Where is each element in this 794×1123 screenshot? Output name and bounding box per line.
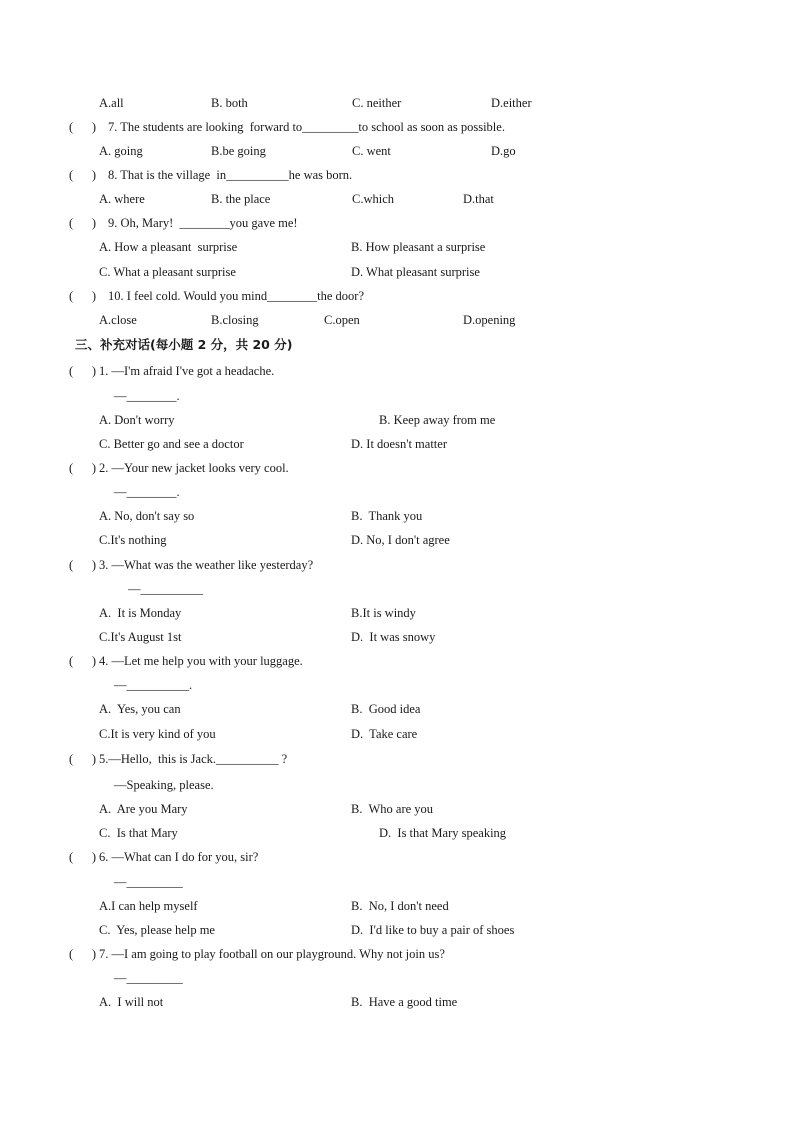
option-c: C.open <box>324 313 360 327</box>
option-c: C. went <box>352 144 391 158</box>
dialogue-blank: —_________ <box>114 875 183 889</box>
dialogue-stem: 5.—Hello, this is Jack.__________ ? <box>99 752 288 766</box>
option-c: C.which <box>352 192 395 206</box>
dialogue-stem: 6. —What can I do for you, sir? <box>99 850 259 864</box>
option-b: B.It is windy <box>351 606 416 620</box>
option-d: D. Is that Mary speaking <box>379 826 507 840</box>
answer-paren[interactable]: ( ) <box>69 289 97 303</box>
section-heading: 三、补充对话(每小题 2 分，共 20 分) <box>75 337 293 352</box>
option-c: C.It's August 1st <box>99 630 182 644</box>
q6-option-b: B. both <box>211 96 248 110</box>
option-d: D.go <box>491 144 516 158</box>
option-a: A. No, don't say so <box>99 509 195 523</box>
option-b: B. No, I don't need <box>351 899 449 913</box>
option-d: D. I'd like to buy a pair of shoes <box>351 923 515 937</box>
option-b: B. Who are you <box>351 802 434 816</box>
answer-paren[interactable]: ( ) <box>69 558 97 572</box>
option-d: D. It was snowy <box>351 630 436 644</box>
dialogue-blank: —________. <box>114 389 180 403</box>
option-b: B.closing <box>211 313 259 327</box>
option-b: B. Have a good time <box>351 995 458 1009</box>
option-b: B. the place <box>211 192 271 206</box>
question-stem: 9. Oh, Mary! ________you gave me! <box>108 216 298 230</box>
option-a: A. It is Monday <box>99 606 182 620</box>
option-d: D. No, I don't agree <box>351 533 450 547</box>
dialogue-stem: 4. —Let me help you with your luggage. <box>99 654 303 668</box>
q6-option-d: D.either <box>491 96 532 110</box>
option-c: C. What a pleasant surprise <box>99 265 236 279</box>
answer-paren[interactable]: ( ) <box>69 461 97 475</box>
option-a: A. Are you Mary <box>99 802 188 816</box>
option-a: A. Yes, you can <box>99 702 181 716</box>
question-stem: 7. The students are looking forward to_________to school as soon as possible. <box>108 120 505 134</box>
option-c: C. Yes, please help me <box>99 923 215 937</box>
answer-paren[interactable]: ( ) <box>69 168 97 182</box>
option-a: A. where <box>99 192 145 206</box>
option-a: A.close <box>99 313 137 327</box>
answer-paren[interactable]: ( ) <box>69 752 97 766</box>
dialogue-blank: —_________ <box>114 971 183 985</box>
option-c: C. Better go and see a doctor <box>99 437 244 451</box>
option-d: D. Take care <box>351 727 418 741</box>
option-c: C. Is that Mary <box>99 826 178 840</box>
option-d: D.opening <box>463 313 516 327</box>
option-a: A. going <box>99 144 143 158</box>
option-a: A. Don't worry <box>99 413 175 427</box>
option-b: B.be going <box>211 144 266 158</box>
answer-paren[interactable]: ( ) <box>69 120 97 134</box>
answer-paren[interactable]: ( ) <box>69 654 97 668</box>
dialogue-stem: 7. —I am going to play football on our playground. Why not join us? <box>99 947 445 961</box>
option-a: A.I can help myself <box>99 899 198 913</box>
option-b: B. How pleasant a surprise <box>351 240 486 254</box>
dialogue-stem: 1. —I'm afraid I've got a headache. <box>99 364 275 378</box>
option-b: B. Thank you <box>351 509 423 523</box>
dialogue-blank: —________. <box>114 485 180 499</box>
dialogue-stem: 3. —What was the weather like yesterday? <box>99 558 314 572</box>
answer-paren[interactable]: ( ) <box>69 947 97 961</box>
q6-option-c: C. neither <box>352 96 402 110</box>
option-d: D. It doesn't matter <box>351 437 447 451</box>
option-a: A. How a pleasant surprise <box>99 240 238 254</box>
dialogue-stem: 2. —Your new jacket looks very cool. <box>99 461 289 475</box>
option-a: A. I will not <box>99 995 164 1009</box>
question-stem: 10. I feel cold. Would you mind________the door? <box>108 289 365 303</box>
answer-paren[interactable]: ( ) <box>69 364 97 378</box>
answer-paren[interactable]: ( ) <box>69 216 97 230</box>
option-b: B. Keep away from me <box>379 413 496 427</box>
option-c: C.It's nothing <box>99 533 167 547</box>
answer-paren[interactable]: ( ) <box>69 850 97 864</box>
q6-option-a: A.all <box>99 96 124 110</box>
question-stem: 8. That is the village in__________he was born. <box>108 168 353 182</box>
dialogue-blank: —__________. <box>114 678 193 692</box>
option-d: D.that <box>463 192 494 206</box>
option-b: B. Good idea <box>351 702 421 716</box>
option-c: C.It is very kind of you <box>99 727 216 741</box>
dialogue-blank: —__________ <box>128 582 203 596</box>
option-d: D. What pleasant surprise <box>351 265 480 279</box>
dialogue-response: —Speaking, please. <box>114 778 214 792</box>
